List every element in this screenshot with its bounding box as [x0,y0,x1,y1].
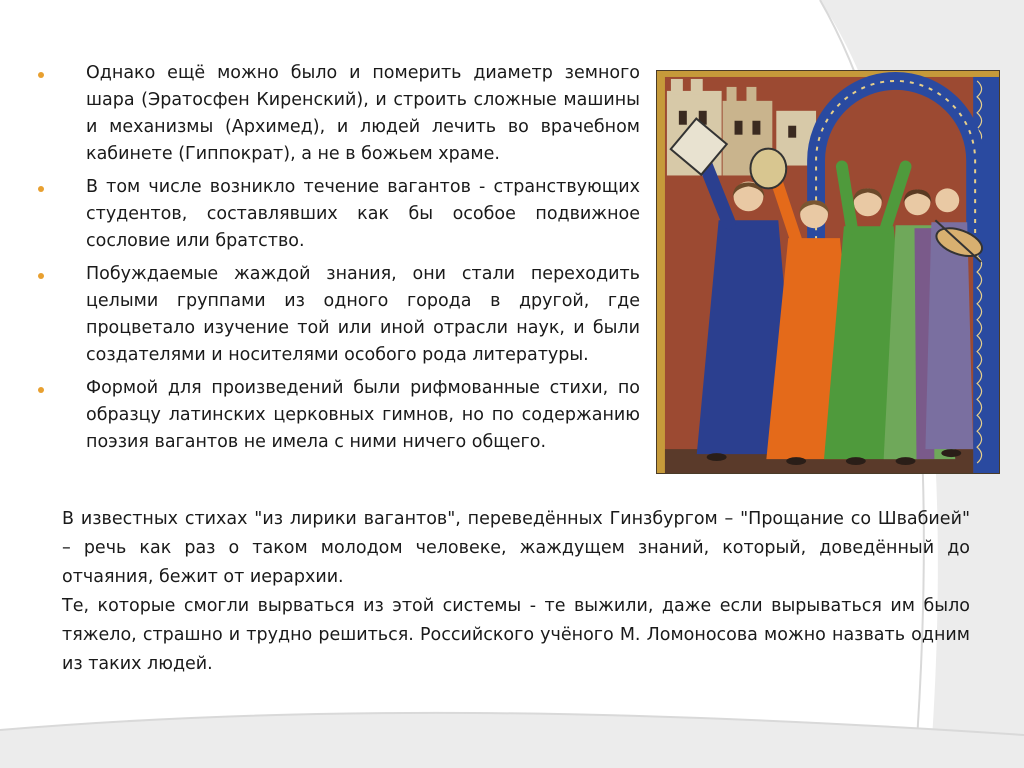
paragraph-lomonosov: Те, которые смогли вырваться из этой системы - те выжили, даже если вырываться им было тяжело, страшно и трудно решиться. Российского учёного М. Ломоносова можно назвать одним из таких людей. [62,596,970,674]
bullet-item [38,174,640,255]
bullet-icon [38,273,44,279]
bullet-list [38,60,640,462]
bullet-text: Однако ещё можно было и померить диаметр земного шара (Эратосфен Киренский), и строить сложные машины и механизмы (Архимед), и людей лечить во врачебном кабинете (Гиппократ), а не в божьем храме. [86,63,640,164]
bullet-icon [38,72,44,78]
bullet-text: Формой для произведений были рифмованные стихи, по образцу латинских церковных гимнов, но по содержанию поэзия вагантов не имела с ними ничего общего. [86,378,640,452]
bullet-icon [38,186,44,192]
medieval-illustration [656,70,1000,474]
bullet-text: В том числе возникло течение вагантов - странствующих студентов, составлявших как бы особое подвижное сословие или братство. [86,177,640,251]
bullet-item [38,261,640,369]
bullet-text: Побуждаемые жаждой знания, они стали переходить целыми группами из одного города в другой, где процветало изучение той или иной отрасли наук, и были создателями и носителями особого рода литературы. [86,264,640,365]
bullet-item [38,60,640,168]
paragraph-ginzburg: В известных стихах "из лирики вагантов", переведённых Гинзбургом – "Прощание со Швабией" – речь как раз о таком молодом человеке, жаждущем знаний, который, доведённый до отчаяния, бежит от иерархии. [62,509,970,587]
bullet-item [38,375,640,456]
bullet-icon [38,387,44,393]
